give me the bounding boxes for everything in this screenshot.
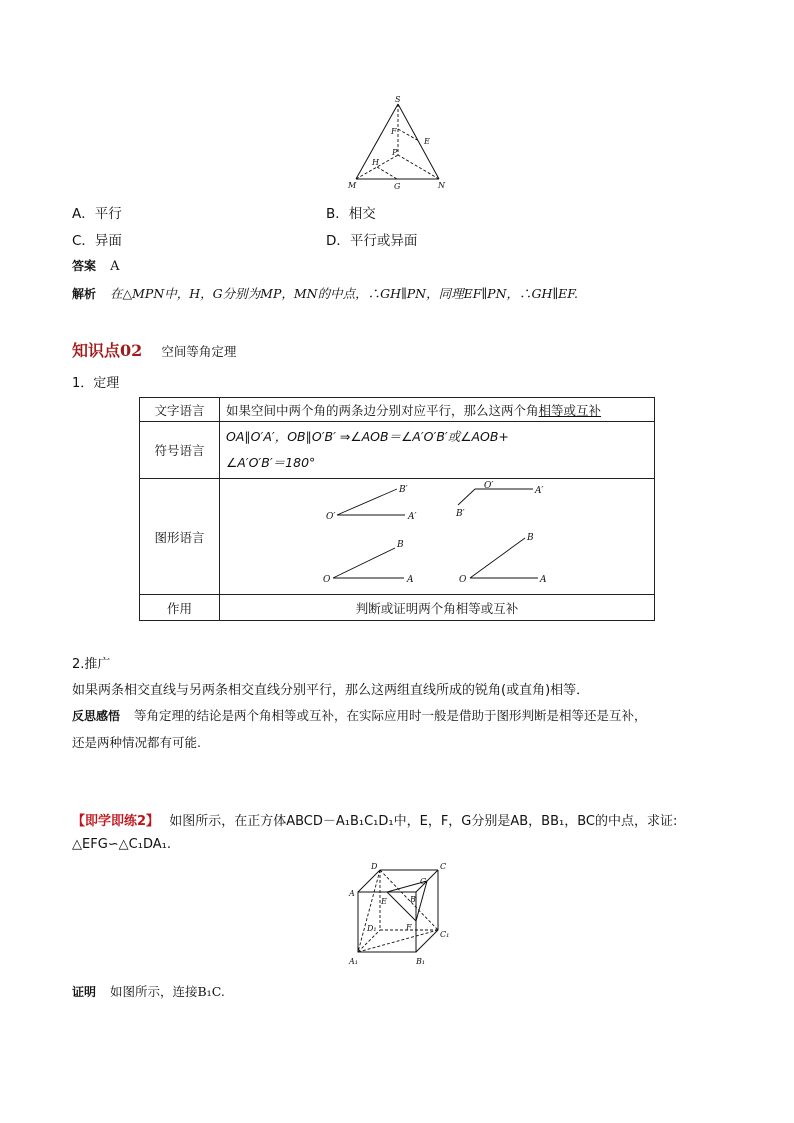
fig-label-O: O — [323, 575, 331, 585]
option-a: A．平行 — [72, 206, 122, 222]
label-E: E — [424, 137, 430, 146]
fig-label-B: B — [397, 540, 404, 550]
symbol-line-2: ∠A′O′B′＝180° — [226, 455, 316, 470]
option-b: B．相交 — [326, 206, 376, 222]
label-F: F — [391, 127, 397, 136]
reflection-text: 等角定理的结论是两个角相等或互补，在实际应用时一般是借助于图形判断是相等还是互补， — [134, 708, 647, 723]
row-label: 图形语言 — [140, 479, 220, 595]
reflection-line-2: 还是两种情况都有可能. — [72, 735, 201, 750]
theorem-table — [139, 397, 655, 621]
table-row — [140, 398, 655, 422]
answer-label: 答案 — [72, 259, 97, 273]
tetrahedron-figure — [340, 93, 450, 193]
row-label: 文字语言 — [140, 398, 220, 422]
angle-figures — [220, 479, 654, 594]
reflection-label: 反思感悟 — [72, 709, 121, 723]
label-P: P — [392, 148, 398, 157]
answer-line — [72, 257, 120, 274]
cube-figure — [340, 860, 460, 975]
option-d: D．平行或异面 — [326, 233, 418, 249]
analysis-text: 在△MPN中，H，G分别为MP，MN的中点，∴GH∥PN，同理EF∥PN，∴GH∥EF. — [110, 286, 579, 301]
knowledge-title: 知识点02 — [72, 341, 143, 360]
row-label: 符号语言 — [140, 422, 220, 479]
cube-label-D1: D₁ — [367, 924, 377, 933]
knowledge-heading — [72, 338, 236, 361]
table-row — [140, 595, 655, 621]
section2-heading: 2.推广 — [72, 657, 111, 672]
fig-label-Ap: A′ — [535, 486, 544, 496]
row-content: 判断或证明两个角相等或互补 — [220, 595, 655, 621]
graphic-language-cell — [220, 479, 655, 595]
table-row — [140, 422, 655, 479]
knowledge-subtitle: 空间等角定理 — [161, 344, 237, 359]
cube-label-G: G — [420, 877, 427, 886]
cube-label-A1: A₁ — [349, 957, 358, 966]
row-content — [220, 422, 655, 479]
practice-line-1 — [72, 810, 677, 829]
analysis-line — [72, 284, 578, 302]
analysis-label: 解析 — [72, 287, 97, 301]
practice-line-2: △EFG∽△C₁DA₁. — [72, 837, 171, 852]
section2-text: 如果两条相交直线与另两条相交直线分别平行，那么这两组直线所成的锐角(或直角)相等． — [72, 683, 590, 698]
fig-label-Ap: A′ — [408, 512, 417, 522]
practice-text: 如图所示，在正方体ABCD－A₁B₁C₁D₁中，E，F，G分别是AB，BB₁，BC的中点，求证: — [169, 814, 678, 829]
label-N: N — [438, 181, 445, 190]
cube-label-E: E — [381, 897, 387, 906]
label-G: G — [394, 182, 401, 191]
label-S: S — [395, 95, 401, 104]
text-language-content: 如果空间中两个角的两条边分别对应平行，那么这两个角 — [226, 402, 539, 418]
fig-label-Op: O′ — [484, 481, 494, 491]
text-language-underlined: 相等或互补 — [538, 402, 602, 418]
reflection-line-1 — [72, 706, 647, 724]
fig-label-A: A — [540, 575, 547, 585]
row-content — [220, 398, 655, 422]
fig-label-Op: O′ — [326, 512, 336, 522]
fig-label-B: B — [527, 533, 534, 543]
cube-label-C1: C₁ — [440, 930, 450, 939]
fig-label-Bp: B′ — [399, 485, 408, 495]
cube-label-B: B — [410, 895, 416, 904]
table-row — [140, 479, 655, 595]
label-H: H — [372, 158, 379, 167]
label-M: M — [348, 181, 357, 190]
section1-heading: 1．定理 — [72, 376, 120, 391]
cube-label-C: C — [440, 862, 447, 871]
proof-line — [72, 982, 225, 1000]
practice-tag: 【即学即练2】 — [72, 814, 160, 829]
answer-value: A — [110, 259, 120, 274]
cube-label-D: D — [371, 862, 378, 871]
proof-label: 证明 — [72, 985, 97, 999]
cube-label-A: A — [349, 889, 355, 898]
symbol-line-1: OA∥O′A′，OB∥O′B′ ⇒∠AOB＝∠A′O′B′或∠AOB+ — [226, 429, 509, 444]
row-label: 作用 — [140, 595, 220, 621]
option-c: C．异面 — [72, 233, 122, 249]
cube-label-B1: B₁ — [416, 957, 426, 966]
fig-label-A: A — [407, 575, 414, 585]
cube-label-F: F — [406, 923, 412, 932]
proof-text: 如图所示，连接B₁C. — [110, 984, 225, 999]
fig-label-O: O — [459, 575, 467, 585]
fig-label-Bp: B′ — [456, 509, 465, 519]
